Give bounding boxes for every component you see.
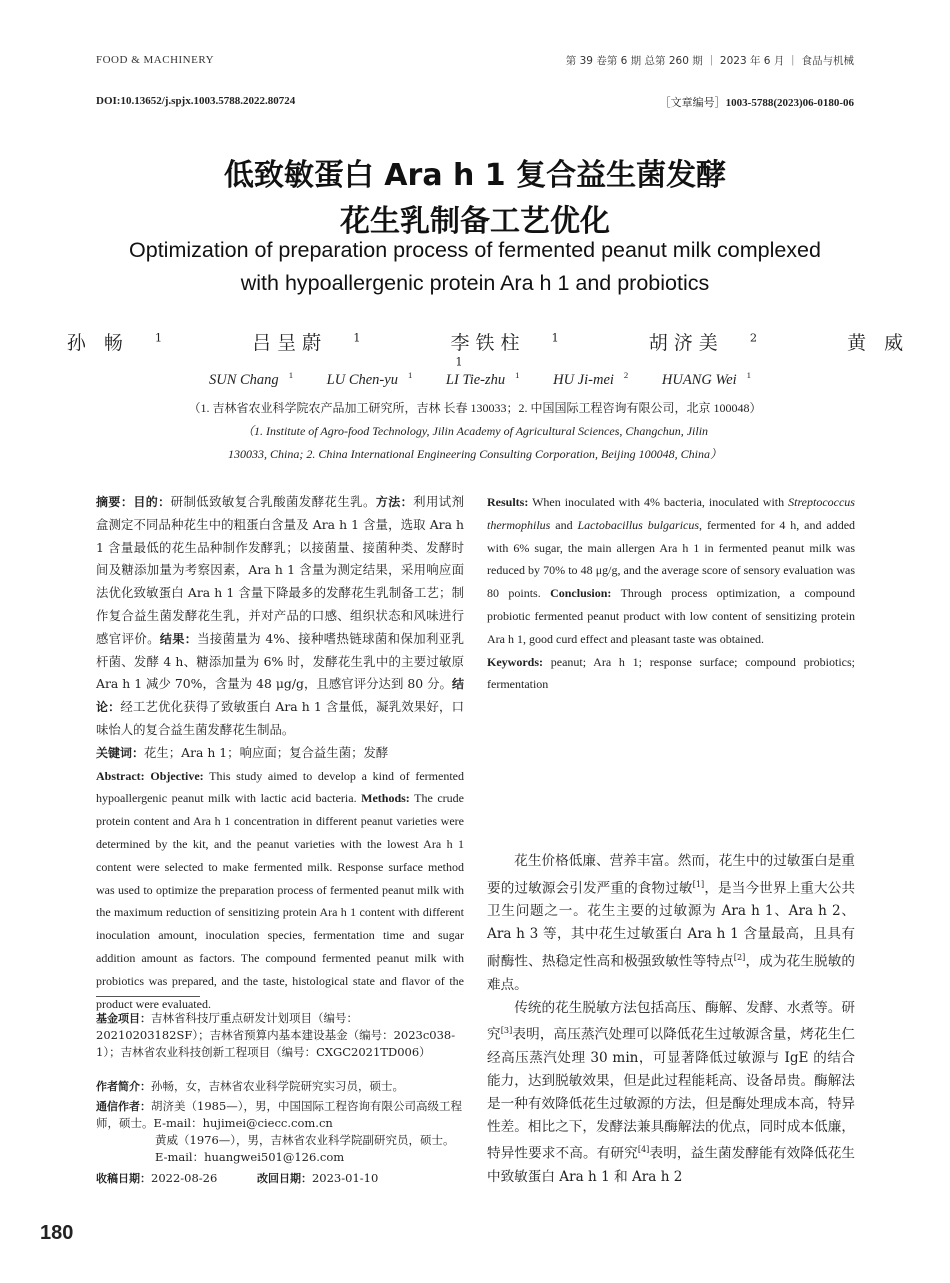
left-column xyxy=(96,491,464,1015)
citation-2: [2] xyxy=(733,952,746,963)
citation-4: [4] xyxy=(637,1144,650,1155)
footnote-corresponding: 通信作者：胡济美（1985—），男，中国国际工程咨询有限公司高级工程师，硕士。E-mail：hujimei@ciecc.com.cn 黄威（1976—），男，吉林省农业科学院副研究员，硕士。E-mail：huangwei501@126.com xyxy=(96,1099,463,1164)
footnote-dates: 收稿日期：2022-08-26 改回日期：2023-01-10 xyxy=(96,1171,379,1185)
abstract-en-part1: Abstract: Objective: This study aimed to develop a kind of fermented hypoallergenic peanut milk with lactic acid bacteria. Methods: The crude protein content and Ara h 1 concentration in different peanut varieties were determined by the kit, and the peanut varieties with the lowest Ara h 1 content were selected to make fermented milk. Response surface method was used to optimize the preparation process of fermented peanut milk with the maximum reduction of sensitizing protein Ara h 1 content with different inoculation amount, inoculation species, fermentation time and sugar addition amount as factors. The compound fermented peanut milk with probiotics was prepared, and the taste, histological state and flavor of the product were evaluated. xyxy=(96,768,464,1011)
body-paragraph-2: 传统的花生脱敏方法包括高压、酶解、发酵、水煮等。研究[3]表明，高压蒸汽处理可以降低花生过敏源含量，烤花生仁经高压蒸汽处理 30 min，可显著降低过敏源与 IgE 的结合能力，达到脱敏效果，但是此过程能耗高、设备昂贵。酶解法是一种有效降低花生过敏源的方法，但是酶处理成本高，特异性差。相比之下，发酵法兼具酶解法的优点，同时成本低廉，特异性要求不高。有研究[4]表明，益生菌发酵能有效降低花生中致敏蛋白 Ara h 1 和 Ara h 2 xyxy=(487,999,856,1185)
citation-1: [1] xyxy=(692,878,705,889)
author-cn: 吕呈蔚 $^1$ xyxy=(252,330,367,354)
affiliation-cn: （1. 吉林省农业科学院农产品加工研究所，吉林 长春 130033；2. 中国国际工程咨询有限公司，北京 100048） xyxy=(188,401,762,415)
article-number-label: ［文章编号］ xyxy=(659,97,726,109)
author-cn: 李铁柱 $^1$ xyxy=(450,330,565,354)
citation-3: [3] xyxy=(500,1025,513,1036)
abstract-en-methods: The crude protein content and Ara h 1 concentration in different peanut varieties were determined by the kit, and the peanut varieties with the lowest Ara h 1 content were selected to make fermented milk. Response surface method was used to optimize the preparation process of fermented peanut milk with the maximum reduction of sensitizing protein Ara h 1 content with different inoculation amount, inoculation species, fermentation time and sugar addition amount as factors. The compound fermented peanut milk with probiotics was prepared, and the taste, histological state and flavor of the product were evaluated. xyxy=(96,791,464,1011)
footnote-author: 作者简介：孙畅，女，吉林省农业科学院研究实习员，硕士。 xyxy=(96,1079,404,1093)
author-en: LI Tie-zhu $^1$ xyxy=(445,370,520,388)
keywords-en: Keywords: peanut; Ara h 1; response surface; compound probiotics; fermentation xyxy=(487,654,856,692)
issue-info: 第 39 卷第 6 期 总第 260 期 ｜ 2023 年 6 月 ｜ 食品与机械 xyxy=(565,55,854,67)
footnote-fund: 基金项目：吉林省科技厅重点研发计划项目（编号：20210203182SF）；吉林省预算内基本建设基金（编号：2023c038-1）；吉林省农业科技创新工程项目（编号：CXGC2021TD006） xyxy=(96,1011,456,1059)
author-en: LU Chen-yu $^1$ xyxy=(326,370,413,388)
title-cn-line2: 花生乳制备工艺优化 xyxy=(340,204,610,239)
abstract-en-part2: Results: When inoculated with 4% bacteria, inoculated with Streptococcus thermophilus and Lactobacillus bulgaricus, fermented for 4 h, and added with 6% sugar, the main allergen Ara h 1 in fermented peanut milk was reduced by 70% to 48 μg/g, and the average score of sensory evaluation was 80 points. Conclusion: Through process optimization, a compound probiotic fermented peanut product with low content of sensitizing protein Ara h 1, good curd effect and pleasant taste was obtained. xyxy=(487,495,856,646)
article-number xyxy=(660,94,854,110)
page-number: 180 xyxy=(40,1222,74,1244)
author-en: HU Ji-mei $^2$ xyxy=(553,370,629,388)
abstract-cn: 摘要：目的：研制低致敏复合乳酸菌发酵花生乳。方法：利用试剂盒测定不同品种花生中的粗蛋白含量及 Ara h 1 含量，选取 Ara h 1 含量最低的花生品种制作发酵乳；以接菌量、接菌种类、发酵时间及糖添加量为考察因素，Ara h 1 含量为测定结果，采用响应面法优化致敏蛋白 Ara h 1 含量下降最多的发酵花生乳制备工艺；制作复合益生菌发酵花生乳，并对产品的口感、组织状态和风味进行感官评价。结果：当接菌量为 4%、接种嗜热链球菌和保加利亚乳杆菌、发酵 4 h、糖添加量为 6% 时，发酵花生乳中的主要过敏原 Ara h 1 减少 70%，含量为 48 μg/g，且感官评分达到 80 分。结论：经工艺优化获得了致敏蛋白 Ara h 1 含量低，凝乳效果好，口味怡人的复合益生菌发酵花生制品。 xyxy=(96,494,464,737)
affiliation-en-line2: 130033, China; 2. China International Engineering Consulting Corporation, Beijing 100048, China） xyxy=(227,447,722,461)
footnote-divider xyxy=(96,996,200,997)
title-en-line1: Optimization of preparation process of fermented peanut milk complexed xyxy=(129,238,821,262)
affiliation-en-line1: （1. Institute of Agro-food Technology, Jilin Academy of Agricultural Sciences, Changchun, Jilin xyxy=(241,424,709,438)
right-column xyxy=(487,491,855,696)
keywords-cn: 关键词：花生；Ara h 1；响应面；复合益生菌；发酵 xyxy=(96,744,389,760)
author-cn: 黄 威$^1$ xyxy=(455,332,910,369)
author-en: HUANG Wei $^1$ xyxy=(661,370,751,388)
article-number-value: 1003-5788(2023)06-0180-06 xyxy=(725,97,854,109)
author-cn: 孙 畅 $^1$ xyxy=(66,330,169,354)
journal-name-en: FOOD & MACHINERY xyxy=(96,54,215,66)
title-cn-line1: 低致敏蛋白 Ara h 1 复合益生菌发酵 xyxy=(223,158,727,193)
doi: DOI:10.13652/j.spjx.1003.5788.2022.80724 xyxy=(96,95,296,107)
author-en: SUN Chang $^1$ xyxy=(208,370,294,388)
title-en-line2: with hypoallergenic protein Ara h 1 and probiotics xyxy=(240,271,710,295)
authors-en xyxy=(0,370,950,389)
body-paragraph-1: 花生价格低廉、营养丰富。然而，花生中的过敏蛋白是重要的过敏源会引发严重的食物过敏[1]，是当今世界上重大公共卫生问题之一。花生主要的过敏源为 Ara h 1、Ara h 2、Ara h 3 等，其中花生过敏蛋白 Ara h 1 含量最高，且具有耐酶性、热稳定性高和极强致敏性等特点[2]，成为花生脱敏的难点。 xyxy=(487,853,856,993)
author-cn: 胡济美 $^2$ xyxy=(648,330,764,354)
body-text xyxy=(487,850,855,1189)
